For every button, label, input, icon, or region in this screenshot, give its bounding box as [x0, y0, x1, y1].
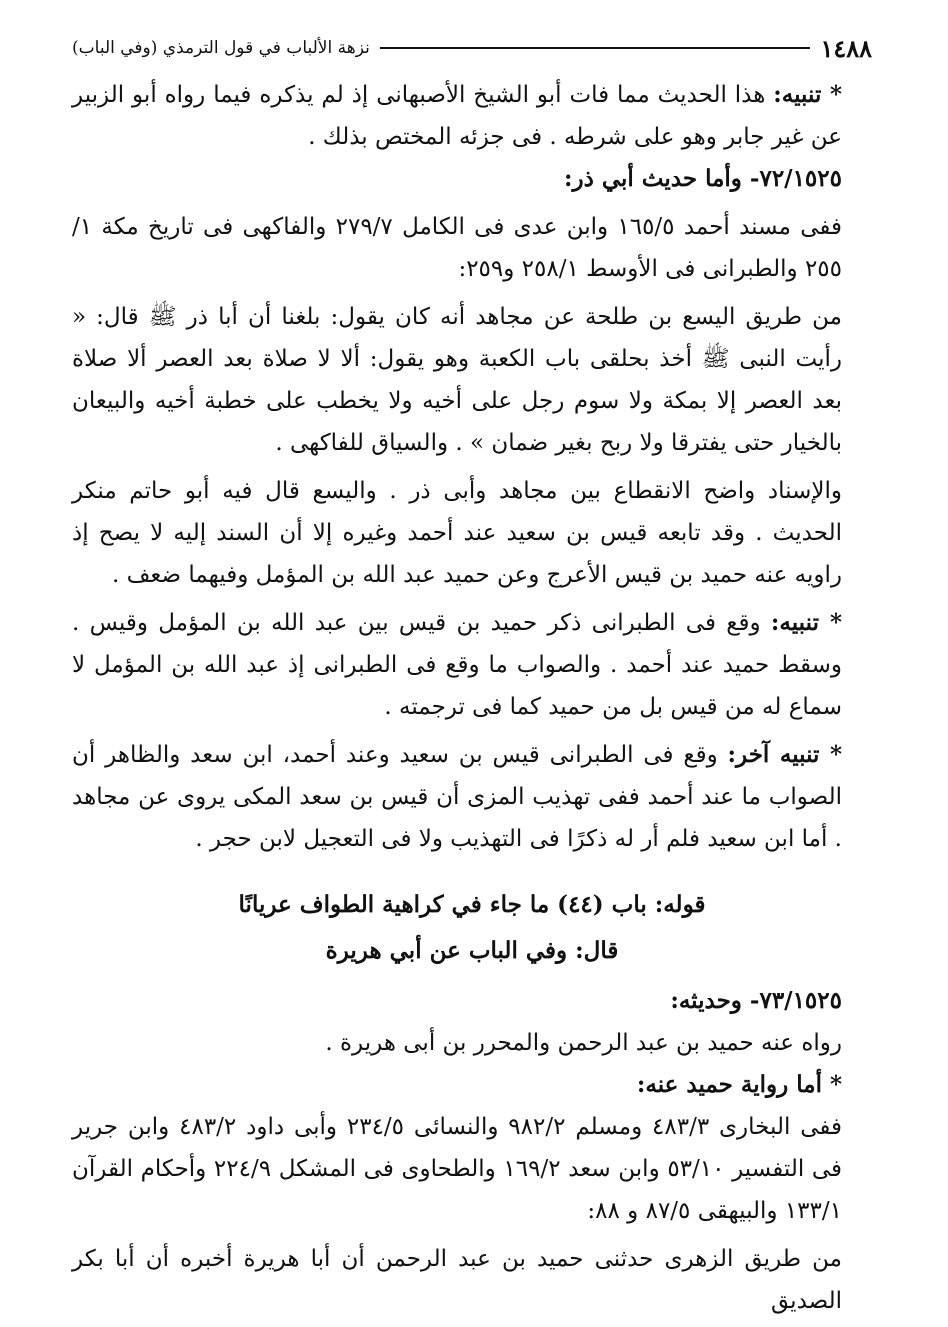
note-paragraph — [72, 74, 872, 158]
note-text: وقع فى الطبرانى قيس بن سعيد وعند أحمد، ابن سعد والظاهر أن الصواب ما عند أحمد ففى تهذيب المزى أن قيس بن سعد المكى يروى عن مجاهد . أما ابن سعيد فلم أر له ذكرًا فى التهذيب ولا فى التعجيل لابن حجر . — [72, 742, 842, 852]
note-lead: * تنبيه: — [773, 81, 842, 108]
book-page — [72, 28, 872, 1322]
note-lead: * تنبيه آخر: — [727, 741, 842, 768]
chapter-subtitle: قال: وفي الباب عن أبي هريرة — [325, 937, 619, 964]
page-header — [72, 28, 872, 68]
section-heading: ٧٣/١٥٢٥- وحديثه: — [670, 987, 842, 1014]
analysis-paragraph: والإسناد واضح الانقطاع بين مجاهد وأبى ذر . واليسع قال فيه أبو حاتم منكر الحديث . وقد تابعه قيس بن سعيد عند أحمد وغيره إلا أن السند إليه لا يصح إذ راويه عنه حميد بن قيس الأعرج وعن حميد عبد الله بن المؤمل وفيهما ضعف . — [72, 478, 842, 588]
citation-paragraph: ففى البخارى ٤٨٣/٣ ومسلم ٩٨٢/٢ والنسائى ٢٣٤/٥ وأبى داود ٤٨٣/٢ وابن جرير فى التفسير ٥٣/١٠ وابن سعد ١٦٩/٢ والطحاوى فى المشكل ٢٢٤/٩ وأحكام القرآن ١٣٣/١ والبيهقى ٨٧/٥ و ٨٨: — [72, 1114, 843, 1224]
note-paragraph — [72, 602, 872, 728]
header-rule — [380, 47, 811, 49]
note-text: وقع فى الطبرانى ذكر حميد بن قيس بين عبد الله بن المؤمل وقيس . وسقط حميد عند أحمد . والصواب ما وقع فى الطبرانى إذ عبد الله بن المؤمل لا سماع له من قيس بل من حميد كما فى ترجمته . — [72, 610, 842, 720]
hadith-paragraph: من طريق الزهرى حدثنى حميد بن عبد الرحمن أن أبا هريرة أخبره أن أبا بكر الصديق — [72, 1246, 842, 1314]
running-title: نزهة الألباب في قول الترمذي (وفي الباب) — [72, 38, 370, 58]
note-lead: * تنبيه: — [770, 609, 842, 636]
note-paragraph — [72, 734, 872, 860]
narration-paragraph: رواه عنه حميد بن عبد الرحمن والمحرر بن أبى هريرة . — [325, 1030, 842, 1056]
chapter-title: قوله: باب (٤٤) ما جاء في كراهية الطواف عريانًا — [238, 891, 706, 918]
page-number: ١٤٨٨ — [820, 33, 872, 63]
hadith-paragraph: من طريق اليسع بن طلحة عن مجاهد أنه كان يقول: بلغنا أن أبا ذر ﷺ قال: « رأيت النبى ﷺ أخذ بحلقى باب الكعبة وهو يقول: ألا لا صلاة بعد العصر ألا صلاة بعد العصر إلا بمكة ولا سوم رجل على أخيه ولا يخطب على خطبة أخيه والبيعان بالخيار حتى يفترقا ولا ربح بغير ضمان » . والسياق للفاكهى . — [72, 304, 842, 456]
note-text: هذا الحديث مما فات أبو الشيخ الأصبهانى إذ لم يذكره فيما رواه أبو الزبير عن غير جابر وهو على شرطه . فى جزئه المختص بذلك . — [72, 82, 842, 150]
section-heading: ٧٢/١٥٢٥- وأما حديث أبي ذر: — [563, 165, 842, 192]
citation-paragraph: ففى مسند أحمد ١٦٥/٥ وابن عدى فى الكامل ٢٧٩/٧ والفاكهى فى تاريخ مكة ١/ ٢٥٥ والطبرانى فى الأوسط ٢٥٨/١ و٢٥٩: — [72, 214, 842, 282]
section-heading: * أما رواية حميد عنه: — [636, 1071, 842, 1098]
